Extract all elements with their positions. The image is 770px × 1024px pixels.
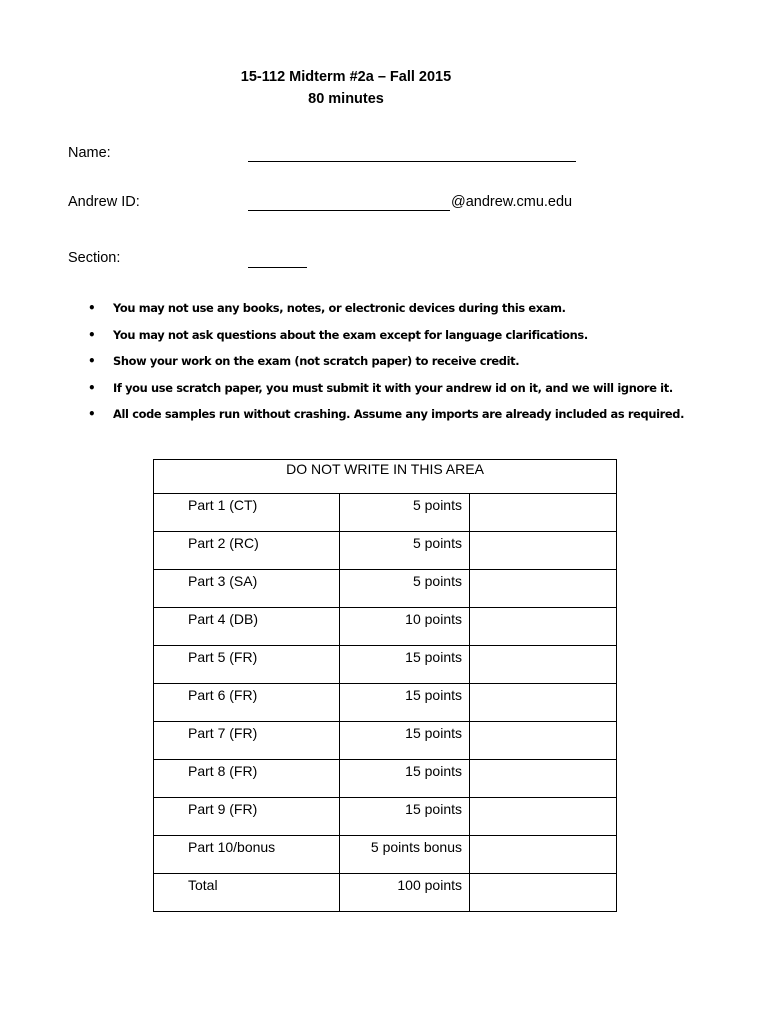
score-row — [154, 494, 617, 532]
score-row — [154, 722, 617, 760]
rule-text: You may not ask questions about the exam except for language clarifications. — [113, 327, 588, 342]
part-name-cell: Part 10/bonus — [154, 836, 340, 874]
part-name-cell: Part 3 (SA) — [154, 570, 340, 608]
andrew-id-label: Andrew ID: — [68, 194, 140, 210]
bullet-icon: • — [88, 380, 96, 395]
name-blank-line[interactable] — [248, 147, 576, 162]
rule-item — [88, 325, 684, 352]
score-entry-cell[interactable] — [470, 646, 617, 684]
score-entry-cell[interactable] — [470, 608, 617, 646]
part-points-cell: 15 points — [340, 646, 470, 684]
exam-title: 15-112 Midterm #2a – Fall 2015 — [240, 69, 452, 85]
part-name-cell: Part 8 (FR) — [154, 760, 340, 798]
rule-item — [88, 298, 684, 325]
part-name-cell: Part 1 (CT) — [154, 494, 340, 532]
bullet-icon: • — [88, 407, 96, 421]
score-entry-cell[interactable] — [470, 570, 617, 608]
score-entry-cell[interactable] — [470, 874, 617, 912]
part-points-cell: 15 points — [340, 684, 470, 722]
andrew-id-blank-line[interactable] — [248, 196, 450, 211]
score-table-header: DO NOT WRITE IN THIS AREA — [154, 460, 617, 494]
rule-text: Show your work on the exam (not scratch paper) to receive credit. — [113, 354, 520, 368]
part-points-cell: 15 points — [340, 760, 470, 798]
part-name-cell: Part 5 (FR) — [154, 646, 340, 684]
score-entry-cell[interactable] — [470, 722, 617, 760]
part-points-cell: 5 points bonus — [340, 836, 470, 874]
name-label: Name: — [68, 145, 111, 161]
part-name-cell: Part 2 (RC) — [154, 532, 340, 570]
andrew-id-domain: @andrew.cmu.edu — [451, 194, 573, 210]
part-name-cell: Part 7 (FR) — [154, 722, 340, 760]
part-name-cell: Part 9 (FR) — [154, 798, 340, 836]
score-row — [154, 684, 617, 722]
score-entry-cell[interactable] — [470, 684, 617, 722]
score-entry-cell[interactable] — [470, 760, 617, 798]
part-points-cell: 10 points — [340, 608, 470, 646]
rule-text: All code samples run without crashing. Assume any imports are already included as required. — [113, 407, 685, 421]
part-points-cell: 15 points — [340, 722, 470, 760]
score-table — [153, 459, 617, 912]
score-row — [154, 532, 617, 570]
score-entry-cell[interactable] — [470, 836, 617, 874]
rule-text: If you use scratch paper, you must submit it with your andrew id on it, and we will ignore it. — [113, 380, 673, 395]
part-points-cell: 15 points — [340, 798, 470, 836]
score-entry-cell[interactable] — [470, 494, 617, 532]
rule-item — [88, 378, 684, 405]
part-points-cell: 5 points — [340, 494, 470, 532]
rule-item — [88, 351, 684, 378]
section-blank-line[interactable] — [248, 253, 307, 268]
part-name-cell: Total — [154, 874, 340, 912]
rule-text: You may not use any books, notes, or electronic devices during this exam. — [113, 301, 566, 315]
part-name-cell: Part 4 (DB) — [154, 608, 340, 646]
score-entry-cell[interactable] — [470, 798, 617, 836]
rule-item — [88, 404, 684, 431]
score-entry-cell[interactable] — [470, 532, 617, 570]
exam-duration: 80 minutes — [308, 91, 384, 107]
section-label: Section: — [68, 250, 121, 266]
score-row — [154, 608, 617, 646]
bullet-icon: • — [88, 301, 96, 315]
score-row — [154, 836, 617, 874]
part-points-cell: 5 points — [340, 570, 470, 608]
score-row — [154, 760, 617, 798]
score-row — [154, 570, 617, 608]
part-points-cell: 100 points — [340, 874, 470, 912]
exam-rules-list — [88, 298, 684, 431]
score-row — [154, 646, 617, 684]
part-points-cell: 5 points — [340, 532, 470, 570]
score-row — [154, 874, 617, 912]
bullet-icon: • — [88, 327, 96, 342]
score-row — [154, 798, 617, 836]
part-name-cell: Part 6 (FR) — [154, 684, 340, 722]
bullet-icon: • — [88, 354, 96, 368]
